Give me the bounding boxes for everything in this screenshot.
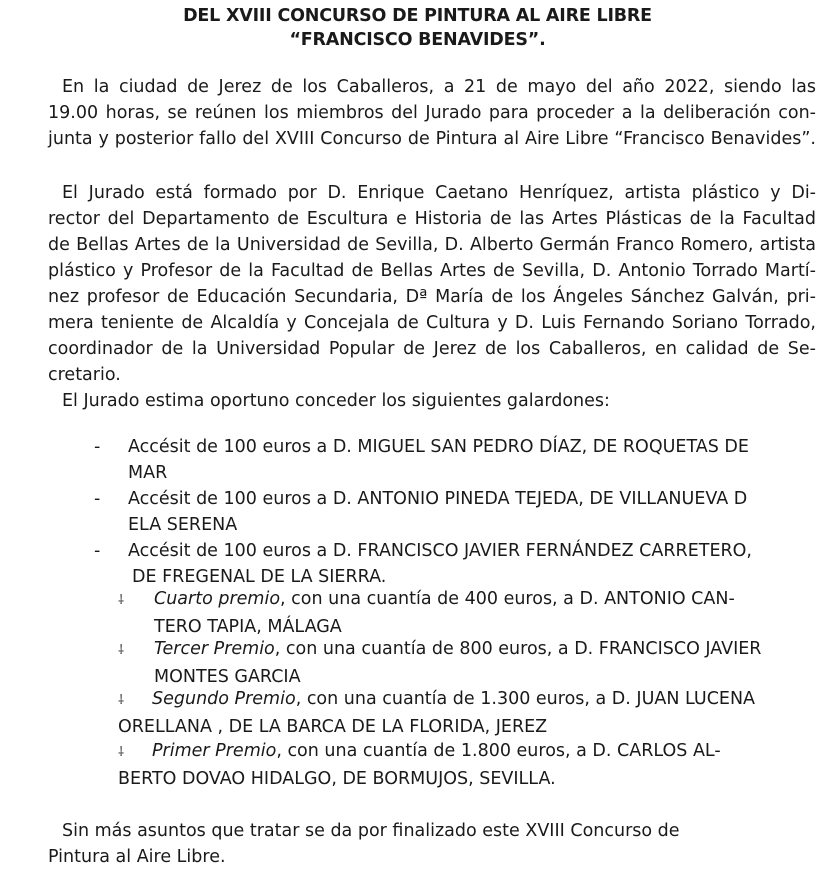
- prize-name: Tercer Premio: [154, 639, 275, 659]
- prize-text-line: TERO TAPIA, MÁLAGA: [154, 617, 342, 637]
- arrow-down-bullet-icon: ⸸: [118, 593, 125, 608]
- dash-bullet-icon: -: [94, 489, 101, 509]
- accesit-text-line: Accésit de 100 euros a D. FRANCISCO JAVIER FERNÁNDEZ CARRETERO,: [128, 541, 752, 561]
- arrow-down-bullet-icon: ⸸: [118, 693, 125, 708]
- text-line: 19.00 horas, se reúnen los miembros del Jurado para proceder a la deliberación con-: [48, 103, 816, 123]
- prize-item-primer: [118, 738, 818, 792]
- document-title-line-1: DEL XVIII CONCURSO DE PINTURA AL AIRE LIBRE: [183, 6, 652, 26]
- prize-text-line: MONTES GARCIA: [154, 667, 301, 687]
- arrow-down-bullet-icon: ⸸: [118, 643, 125, 658]
- prize-text: , con una cuantía de 400 euros, a D. ANTONIO CAN-: [280, 589, 735, 609]
- text-line: junta y posterior fallo del XVIII Concurso de Pintura al Aire Libre “Francisco Benavides”.: [48, 129, 816, 149]
- text-line: cretario.: [48, 365, 121, 385]
- prize-text: , con una cuantía de 800 euros, a D. FRANCISCO JAVIER: [274, 639, 762, 659]
- accesit-text-line: ELA SERENA: [128, 515, 238, 535]
- text-line: mera teniente de Alcaldía y Concejala de Cultura y D. Luis Fernando Soriano Torrado,: [48, 313, 816, 333]
- paragraph-jury-composition: [48, 180, 816, 414]
- awards-intro: El Jurado estima oportuno conceder los siguientes galardones:: [62, 391, 610, 411]
- text-line: En la ciudad de Jerez de los Caballeros, a 21 de mayo del año 2022, siendo las: [62, 77, 816, 97]
- prize-item-cuarto: [118, 586, 818, 640]
- document-title-line-2: “FRANCISCO BENAVIDES”.: [289, 30, 546, 50]
- prize-name: Cuarto premio: [154, 589, 281, 609]
- dash-bullet-icon: -: [94, 541, 101, 561]
- text-line: nez profesor de Educación Secundaria, Dª María de los Ángeles Sánchez Galván, pri-: [48, 287, 816, 307]
- text-line: El Jurado está formado por D. Enrique Caetano Henríquez, artista plástico y Di-: [62, 183, 816, 203]
- prize-name: Primer Premio: [152, 741, 277, 761]
- text-line: coordinador de la Universidad Popular de Jerez de los Caballeros, en calidad de Se-: [48, 339, 816, 359]
- dash-bullet-icon: -: [94, 437, 101, 457]
- text-line: Sin más asuntos que tratar se da por finalizado este XVIII Concurso de: [62, 821, 680, 841]
- paragraph-closing: [48, 818, 768, 870]
- prize-text-line: ORELLANA , DE LA BARCA DE LA FLORIDA, JEREZ: [118, 717, 548, 737]
- accesit-text-line: Accésit de 100 euros a D. MIGUEL SAN PEDRO DÍAZ, DE ROQUETAS DE: [128, 437, 749, 457]
- accesit-text-line: MAR: [128, 463, 168, 483]
- text-line: plástico y Profesor de la Facultad de Bellas Artes de Sevilla, D. Antonio Torrado Martí-: [48, 261, 816, 281]
- prize-name: Segundo Premio: [152, 689, 296, 709]
- accesit-text-line: Accésit de 100 euros a D. ANTONIO PINEDA TEJEDA, DE VILLANUEVA D: [128, 489, 748, 509]
- prize-text: , con una cuantía de 1.300 euros, a D. JUAN LUCENA: [295, 689, 756, 709]
- prize-text-line: BERTO DOVAO HIDALGO, DE BORMUJOS, SEVILLA.: [118, 769, 556, 789]
- text-line: de Bellas Artes de la Universidad de Sevilla, D. Alberto Germán Franco Romero, artista: [48, 235, 816, 255]
- arrow-down-bullet-icon: ⸸: [118, 745, 125, 760]
- prize-text: , con una cuantía de 1.800 euros, a D. CARLOS AL-: [276, 741, 721, 761]
- prize-item-tercer: [118, 636, 818, 690]
- prize-item-segundo: [118, 686, 818, 740]
- text-line: Pintura al Aire Libre.: [48, 847, 226, 867]
- text-line: rector del Departamento de Escultura e Historia de las Artes Plásticas de la Facultad: [48, 209, 816, 229]
- accesit-text-line: DE FREGENAL DE LA SIERRA.: [132, 567, 387, 587]
- paragraph-session-opening: [48, 74, 816, 152]
